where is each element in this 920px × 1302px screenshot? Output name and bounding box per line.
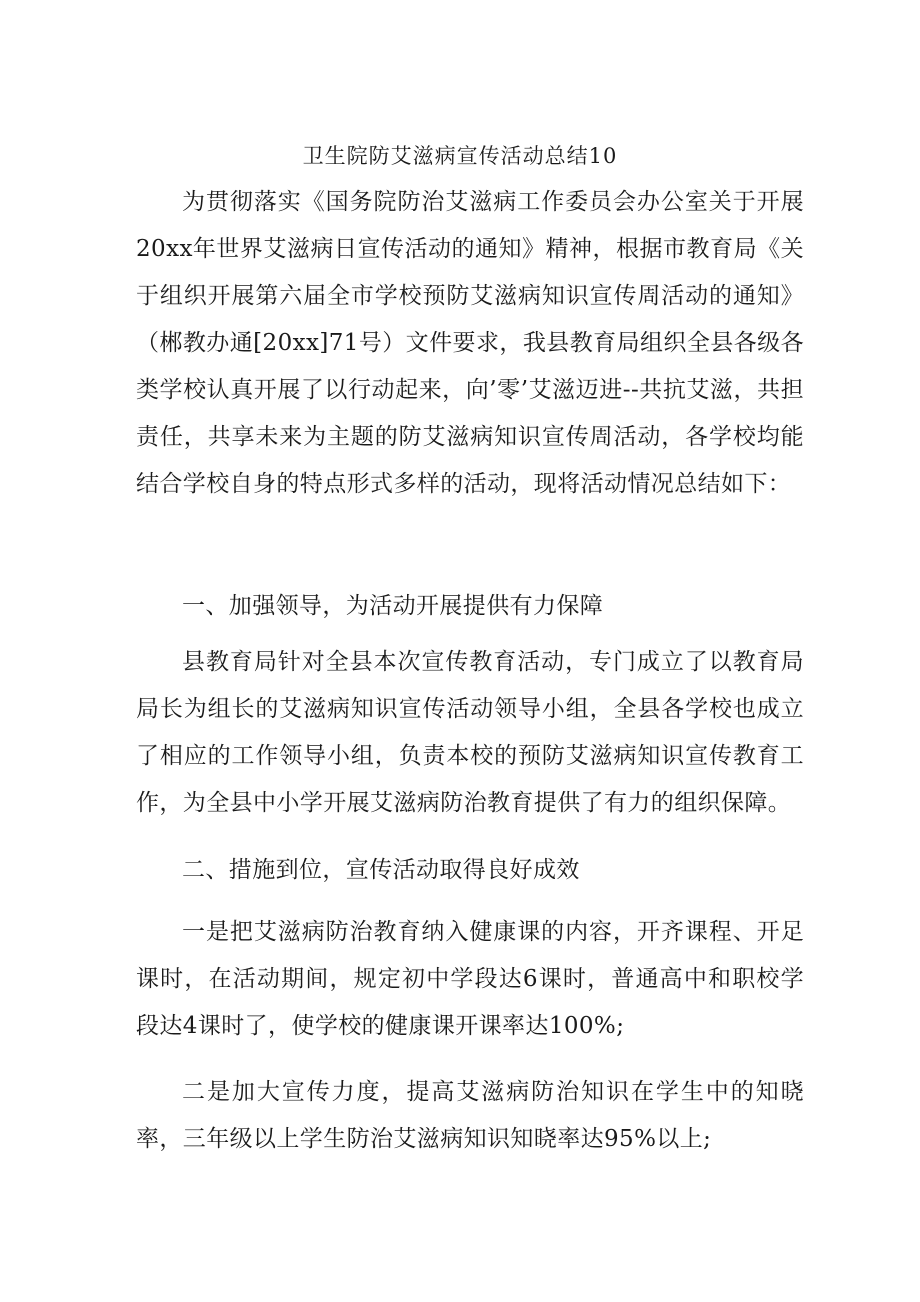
- section-1-paragraph: 县教育局针对全县本次宣传教育活动，专门成立了以教育局局长为组长的艾滋病知识宣传活动领导小组，全县各学校也成立了相应的工作领导小组，负责本校的预防艾滋病知识宣传教育工作，为全县中小学开展艾滋病防治教育提供了有力的组织保障。: [136, 649, 804, 816]
- section-heading-2: 二、措施到位，宣传活动取得良好成效: [182, 857, 580, 883]
- intro-paragraph: 为贯彻落实《国务院防治艾滋病工作委员会办公室关于开展20xx年世界艾滋病日宣传活动的通知》精神，根据市教育局《关于组织开展第六届全市学校预防艾滋病知识宣传周活动的通知》（郴教办通[20xx]71号）文件要求，我县教育局组织全县各级各类学校认真开展了以行动起来，向’零’艾滋迈进--共抗艾滋，共担责任，共享未来为主题的防艾滋病知识宣传周活动，各学校均能结合学校自身的特点形式多样的活动，现将活动情况总结如下：: [136, 189, 804, 497]
- measure-item-2: 二是加大宣传力度，提高艾滋病防治知识在学生中的知晓率，三年级以上学生防治艾滋病知识知晓率达95%以上;: [136, 1079, 804, 1152]
- measure-item-1: 一是把艾滋病防治教育纳入健康课的内容，开齐课程、开足课时，在活动期间，规定初中学段达6课时，普通高中和职校学段达4课时了，使学校的健康课开课率达100%;: [136, 919, 804, 1039]
- section-heading-1: 一、加强领导，为活动开展提供有力保障: [182, 593, 604, 619]
- document-title: 卫生院防艾滋病宣传活动总结10: [302, 144, 618, 168]
